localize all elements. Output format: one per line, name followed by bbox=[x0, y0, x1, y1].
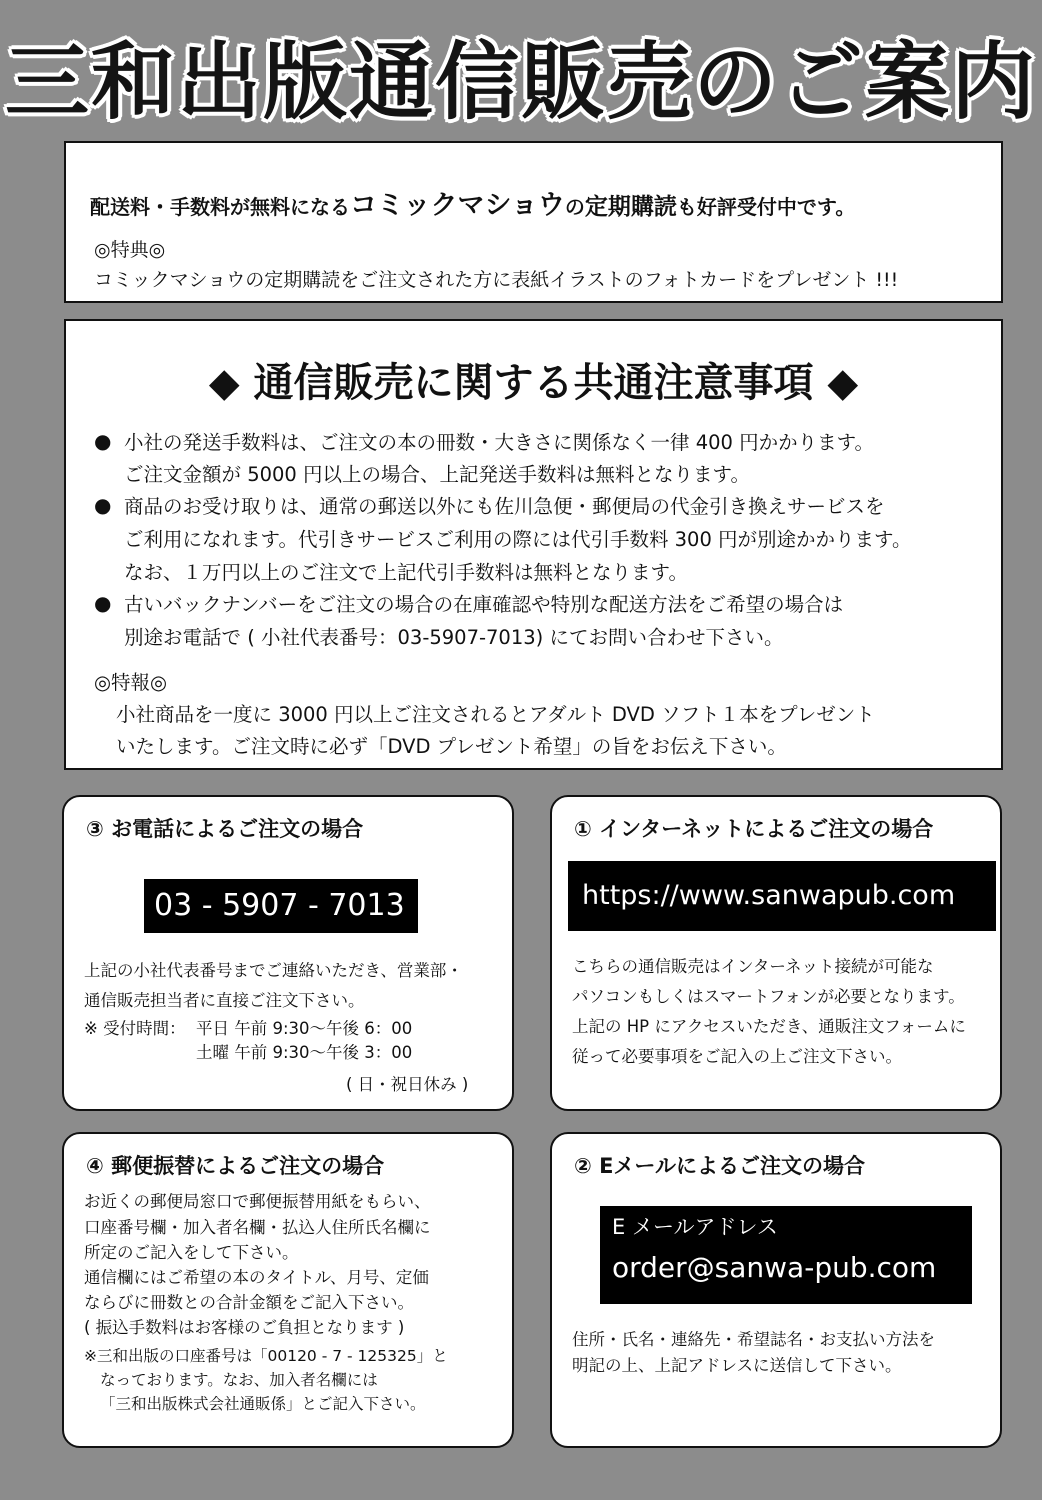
postal-text-2: 口座番号欄・加入者名欄・払込人住所氏名欄に bbox=[84, 1218, 431, 1237]
postal-order-card bbox=[62, 1132, 514, 1448]
subscription-headline-e: も好評受付中です。 bbox=[676, 195, 856, 219]
postal-note-2: なっております。なお、加入者名欄には bbox=[100, 1371, 378, 1389]
postal-text-4: 通信欄にはご希望の本のタイトル、月号、定価 bbox=[84, 1268, 429, 1287]
phone-order-card bbox=[62, 795, 514, 1111]
phone-text-2: 通信販売担当者に直接ご注文下さい。 bbox=[84, 991, 365, 1010]
postal-text-6: ( 振込手数料はお客様のご負担となります ) bbox=[84, 1318, 405, 1337]
postal-note-1: ※三和出版の口座番号は「00120 - 7 - 125325」と bbox=[84, 1347, 448, 1365]
internet-text-4: 従って必要事項をご記入の上ご注文下さい。 bbox=[572, 1047, 902, 1066]
note-line-7: 別途お電話で ( 小社代表番号：03-5907-7013) にてお問い合わせ下さい。 bbox=[124, 626, 784, 649]
postal-text-3: 所定のご記入をして下さい。 bbox=[84, 1243, 299, 1262]
subscription-headline bbox=[90, 183, 855, 222]
special-label: ◎特報◎ bbox=[94, 671, 168, 694]
postal-text-1: お近くの郵便局窓口で郵便振替用紙をもらい、 bbox=[84, 1192, 431, 1211]
note-line-5: なお、１万円以上のご注文で上記代引手数料は無料となります。 bbox=[124, 561, 688, 584]
subscription-term: 定期購読 bbox=[584, 194, 677, 220]
internet-text-2: パソコンもしくはスマートフォンが必要となります。 bbox=[572, 987, 965, 1006]
special-line-1: 小社商品を一度に 3000 円以上ご注文されるとアダルト DVD ソフト１本をプレゼント bbox=[116, 703, 875, 726]
hours-saturday: 土曜 午前 9:30〜午後 3：00 bbox=[196, 1043, 413, 1062]
postal-text-5: ならびに冊数との合計金額をご記入下さい。 bbox=[84, 1293, 414, 1312]
bullet-1: ● bbox=[94, 429, 112, 453]
note-line-2: ご注文金額が 5000 円以上の場合、上記発送手数料は無料となります。 bbox=[124, 463, 750, 486]
internet-text-1: こちらの通信販売はインターネット接続が可能な bbox=[572, 957, 934, 976]
benefit-description: コミックマショウの定期購読をご注文された方に表紙イラストのフォトカードをプレゼント !!! bbox=[94, 269, 899, 291]
notes-heading: ◆ 通信販売に関する共通注意事項 ◆ bbox=[208, 360, 859, 406]
subscription-headline-c: の bbox=[564, 195, 585, 219]
hours-weekday: 平日 午前 9:30〜午後 6：00 bbox=[196, 1019, 413, 1038]
benefit-label: ◎特典◎ bbox=[94, 239, 166, 261]
email-address-label: E メールアドレス bbox=[612, 1215, 778, 1239]
bullet-2: ● bbox=[94, 493, 112, 517]
email-text-1: 住所・氏名・連絡先・希望誌名・お支払い方法を bbox=[572, 1330, 935, 1349]
website-url[interactable]: https://www.sanwapub.com bbox=[568, 861, 996, 931]
phone-number[interactable]: 03 - 5907 - 7013 bbox=[144, 879, 418, 933]
email-address-box bbox=[600, 1206, 972, 1304]
phone-order-title: ③ お電話によるご注文の場合 bbox=[86, 817, 364, 841]
special-line-2: いたします。ご注文時に必ず「DVD プレゼント希望」の旨をお伝え下さい。 bbox=[116, 735, 787, 758]
email-order-title: ② Eメールによるご注文の場合 bbox=[574, 1154, 866, 1178]
magazine-name: コミックマショウ bbox=[350, 190, 565, 221]
closed-days: ( 日・祝日休み ) bbox=[346, 1075, 469, 1094]
common-notes-box bbox=[64, 319, 1003, 770]
email-address[interactable]: order@sanwa-pub.com bbox=[612, 1251, 937, 1284]
note-line-4: ご利用になれます。代引きサービスご利用の際には代引手数料 300 円が別途かかります。 bbox=[124, 528, 912, 551]
note-line-3: 商品のお受け取りは、通常の郵送以外にも佐川急便・郵便局の代金引き換えサービスを bbox=[124, 495, 885, 518]
note-line-6: 古いバックナンバーをご注文の場合の在庫確認や特別な配送方法をご希望の場合は bbox=[124, 593, 844, 616]
internet-text-3: 上記の HP にアクセスいただき、通販注文フォームに bbox=[572, 1017, 966, 1036]
postal-order-title: ④ 郵便振替によるご注文の場合 bbox=[86, 1154, 385, 1178]
hours-label: ※ 受付時間： bbox=[84, 1019, 186, 1038]
note-line-1: 小社の発送手数料は、ご注文の本の冊数・大きさに関係なく一律 400 円かかります。 bbox=[124, 431, 875, 454]
page-title: 三和出版通信販売のご案内 bbox=[4, 33, 1037, 131]
postal-note-3: 「三和出版株式会社通販係」とご記入下さい。 bbox=[100, 1395, 426, 1413]
subscription-box bbox=[64, 141, 1003, 303]
phone-text-1: 上記の小社代表番号までご連絡いただき、営業部・ bbox=[84, 961, 463, 980]
email-text-2: 明記の上、上記アドレスに送信して下さい。 bbox=[572, 1356, 902, 1375]
internet-order-title: ① インターネットによるご注文の場合 bbox=[574, 817, 934, 841]
subscription-headline-a: 配送料・手数料が無料になる bbox=[90, 195, 350, 219]
email-order-card bbox=[550, 1132, 1002, 1448]
bullet-3: ● bbox=[94, 591, 112, 615]
internet-order-card bbox=[550, 795, 1002, 1111]
